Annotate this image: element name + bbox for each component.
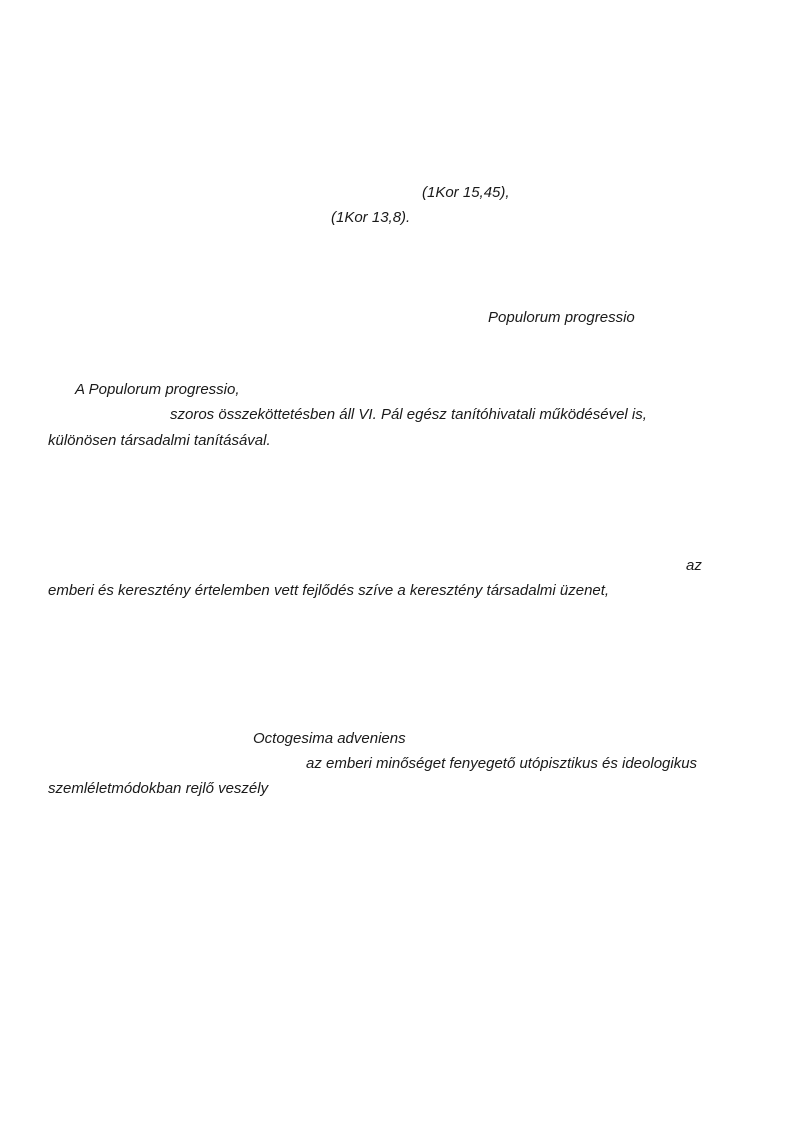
- development-text-line: emberi és keresztény értelemben vett fejlődés szíve a keresztény társadalmi üzenet,: [48, 582, 610, 599]
- octogesima-adveniens-reference: Octogesima adveniens: [253, 730, 406, 747]
- danger-text-line: szemléletmódokban rejlő veszély: [48, 780, 269, 797]
- bible-reference-1kor-15-45: (1Kor 15,45),: [422, 184, 510, 201]
- article-word: az: [686, 557, 702, 574]
- populorum-progressio-reference: Populorum progressio: [488, 309, 635, 326]
- bible-reference-1kor-13-8: (1Kor 13,8).: [331, 209, 411, 226]
- threat-text-line: az emberi minőséget fenyegető utópisztikus és ideologikus: [306, 755, 698, 772]
- populorum-progressio-intro: A Populorum progressio,: [75, 381, 240, 398]
- connection-text-line: szoros összeköttetésben áll VI. Pál egész tanítóhivatali működésével is,: [170, 406, 647, 423]
- social-teaching-text-line: különösen társadalmi tanításával.: [48, 432, 271, 449]
